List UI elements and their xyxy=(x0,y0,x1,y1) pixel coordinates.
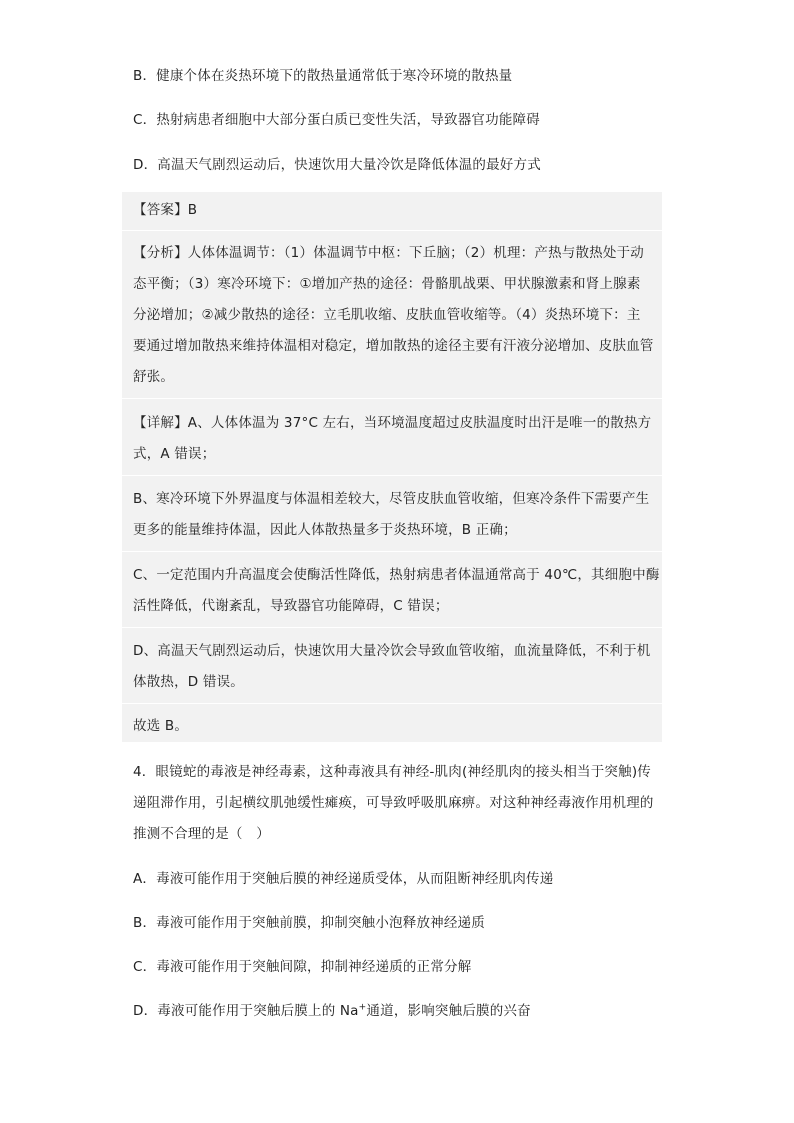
question4-stem-line-3: 推测不合理的是（ ） xyxy=(133,826,270,842)
prev-option-b: B．健康个体在炎热环境下的散热量通常低于寒冷环境的散热量 xyxy=(133,68,513,84)
divider xyxy=(122,230,662,231)
answer-explanation-box xyxy=(122,192,662,742)
analysis-line-3: 分泌增加；②减少散热的途径：立毛肌收缩、皮肤血管收缩等。（4）炎热环境下：主 xyxy=(133,307,641,323)
question4-stem-line-2: 递阻滞作用，引起横纹肌弛缓性瘫痪，可导致呼吸肌麻痹。对这种神经毒液作用机理的 xyxy=(133,795,654,811)
detail-b-line-2: 更多的能量维持体温，因此人体散热量多于炎热环境，B 正确； xyxy=(133,522,517,538)
sodium-charge-superscript: + xyxy=(358,1002,367,1013)
divider xyxy=(122,551,662,552)
detail-c-line-1: C、一定范围内升高温度会使酶活性降低，热射病患者体温通常高于 40℃，其细胞中酶 xyxy=(133,567,660,583)
analysis-line-4: 要通过增加散热来维持体温相对稳定，增加散热的途径主要有汗液分泌增加、皮肤血管 xyxy=(133,338,654,354)
analysis-line-2: 态平衡；（3）寒冷环境下：①增加产热的途径：骨骼肌战栗、甲状腺激素和肾上腺素 xyxy=(133,276,641,292)
question4-option-c: C．毒液可能作用于突触间隙，抑制神经递质的正常分解 xyxy=(133,959,472,975)
divider xyxy=(122,703,662,704)
question4-option-b: B．毒液可能作用于突触前膜，抑制突触小泡释放神经递质 xyxy=(133,915,485,931)
detail-d-line-1: D、高温天气剧烈运动后，快速饮用大量冷饮会导致血管收缩，血流量降低，不利于机 xyxy=(133,643,651,659)
analysis-line-5: 舒张。 xyxy=(133,369,175,385)
prev-option-c: C．热射病患者细胞中大部分蛋白质已变性失活，导致器官功能障碍 xyxy=(133,112,540,128)
option-d-text-pre: D．毒液可能作用于突触后膜上的 Na xyxy=(133,1003,359,1019)
answer-label: 【答案】B xyxy=(133,202,198,218)
analysis-line-1: 【分析】人体体温调节：（1）体温调节中枢：下丘脑；（2）机理：产热与散热处于动 xyxy=(133,245,644,261)
detail-d-line-2: 体散热，D 错误。 xyxy=(133,674,244,690)
divider xyxy=(122,627,662,628)
question4-option-d xyxy=(133,1001,531,1021)
question4-option-a: A．毒液可能作用于突触后膜的神经递质受体，从而阻断神经肌肉传递 xyxy=(133,871,554,887)
option-d-text-post: 通道，影响突触后膜的兴奋 xyxy=(366,1003,531,1019)
detail-c-line-2: 活性降低，代谢紊乱，导致器官功能障碍，C 错误； xyxy=(133,598,449,614)
divider xyxy=(122,475,662,476)
detail-b-line-1: B、寒冷环境下外界温度与体温相差较大，尽管皮肤血管收缩，但寒冷条件下需要产生 xyxy=(133,491,650,507)
conclusion: 故选 B。 xyxy=(133,718,189,734)
detail-a-line-1: 【详解】A、人体体温为 37°C 左右，当环境温度超过皮肤温度时出汗是唯一的散热方 xyxy=(133,415,652,431)
prev-option-d: D．高温天气剧烈运动后，快速饮用大量冷饮是降低体温的最好方式 xyxy=(133,157,541,173)
detail-a-line-2: 式，A 错误； xyxy=(133,446,216,462)
divider xyxy=(122,398,662,399)
question4-stem-line-1: 4．眼镜蛇的毒液是神经毒素，这种毒液具有神经-肌肉(神经肌肉的接头相当于突触)传 xyxy=(133,764,651,780)
